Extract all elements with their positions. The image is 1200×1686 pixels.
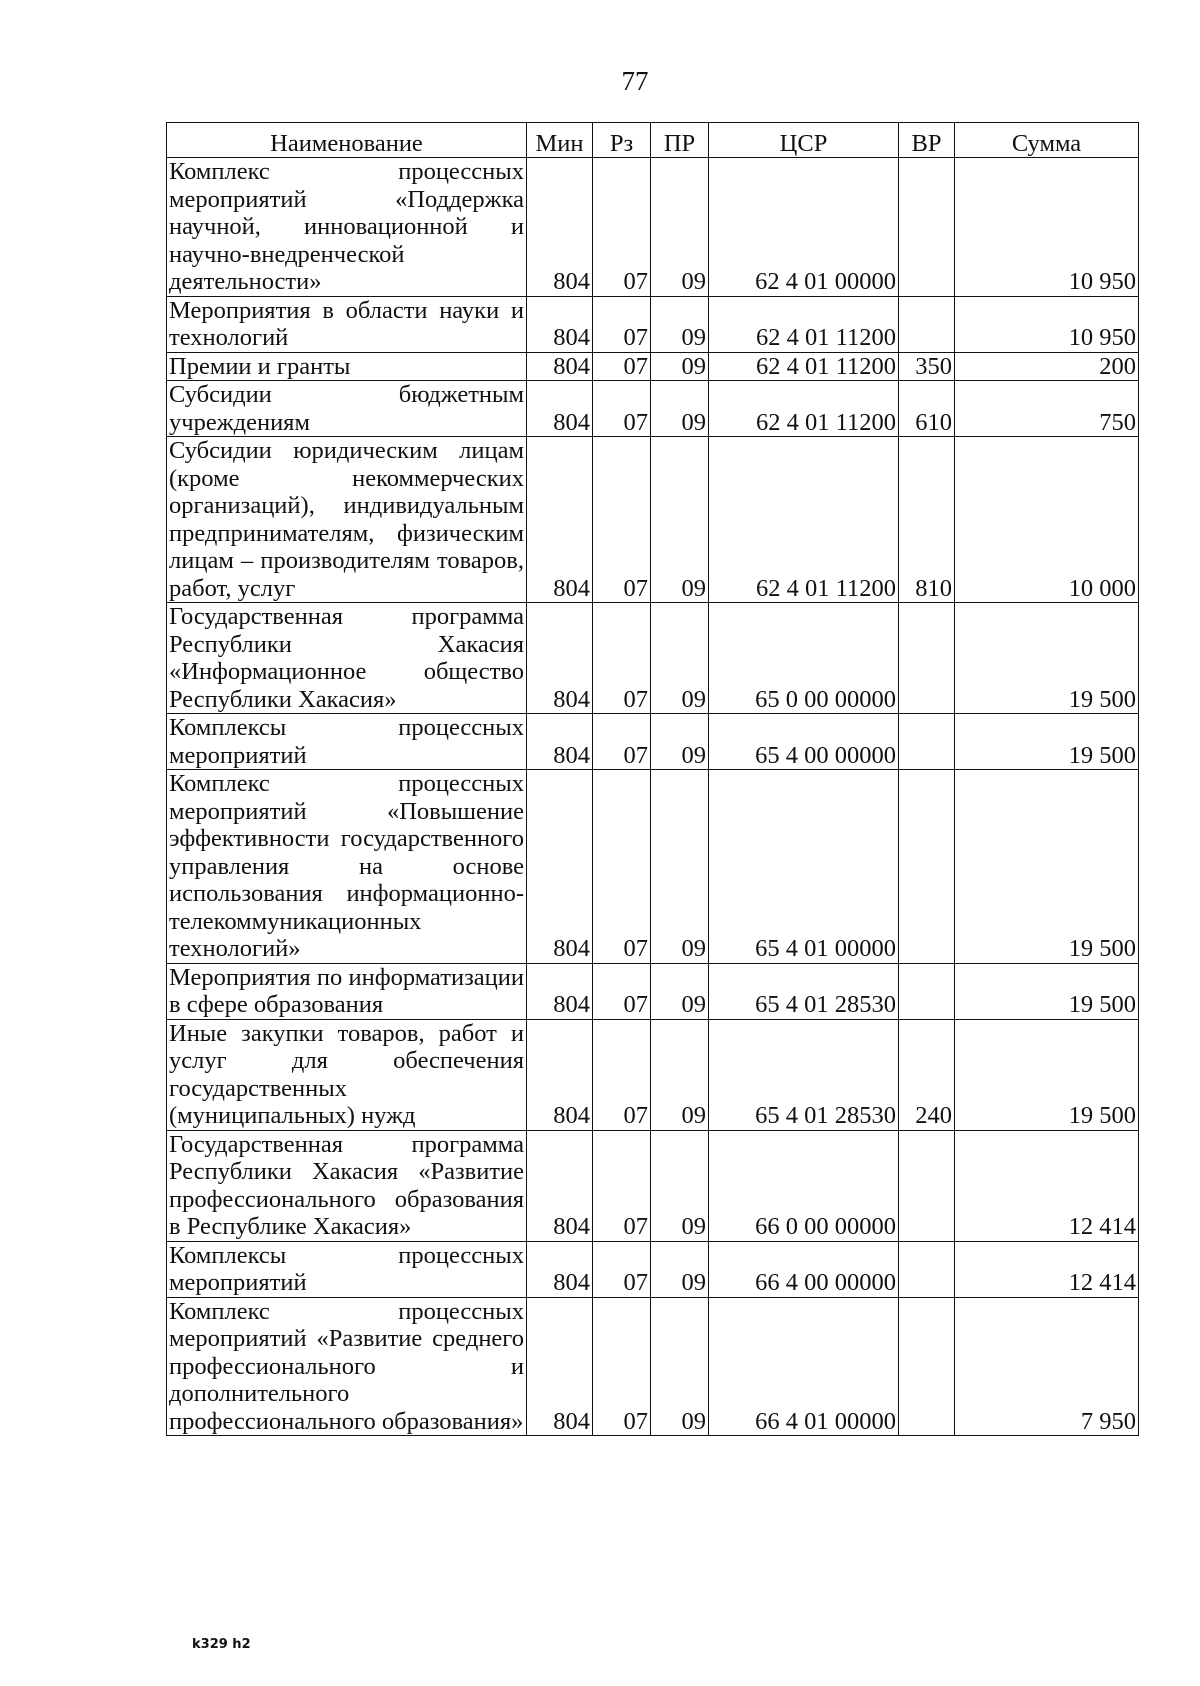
cell-vr — [899, 603, 955, 714]
cell-vr: 810 — [899, 437, 955, 603]
cell-min: 804 — [527, 381, 593, 437]
cell-name: Комплекс процессных мероприятий «Развитие среднего профессионального и дополнительного профессионального образования» — [167, 1297, 527, 1436]
cell-pr: 09 — [651, 158, 709, 297]
cell-csr: 62 4 01 11200 — [709, 437, 899, 603]
budget-table — [166, 122, 1139, 1436]
cell-pr: 09 — [651, 437, 709, 603]
cell-rz: 07 — [593, 1241, 651, 1297]
col-header-pr: ПР — [651, 123, 709, 158]
cell-vr — [899, 1241, 955, 1297]
table-row — [167, 963, 1139, 1019]
cell-vr — [899, 714, 955, 770]
cell-name: Комплексы процессных мероприятий — [167, 1241, 527, 1297]
cell-pr: 09 — [651, 1019, 709, 1130]
col-header-csr: ЦСР — [709, 123, 899, 158]
cell-csr: 65 4 00 00000 — [709, 714, 899, 770]
cell-rz: 07 — [593, 1019, 651, 1130]
cell-min: 804 — [527, 1130, 593, 1241]
table-row — [167, 158, 1139, 297]
col-header-min: Мин — [527, 123, 593, 158]
cell-csr: 66 4 01 00000 — [709, 1297, 899, 1436]
cell-csr: 65 0 00 00000 — [709, 603, 899, 714]
footer-code: k329 h2 — [192, 1637, 251, 1652]
cell-pr: 09 — [651, 381, 709, 437]
cell-name: Мероприятия по информатизации в сфере образования — [167, 963, 527, 1019]
cell-sum: 10 950 — [955, 158, 1139, 297]
cell-pr: 09 — [651, 770, 709, 964]
cell-pr: 09 — [651, 1297, 709, 1436]
cell-name: Субсидии бюджетным учреждениям — [167, 381, 527, 437]
cell-min: 804 — [527, 437, 593, 603]
cell-min: 804 — [527, 714, 593, 770]
cell-sum: 19 500 — [955, 1019, 1139, 1130]
cell-sum: 19 500 — [955, 963, 1139, 1019]
cell-vr: 240 — [899, 1019, 955, 1130]
table-row — [167, 1130, 1139, 1241]
cell-rz: 07 — [593, 770, 651, 964]
cell-sum: 12 414 — [955, 1241, 1139, 1297]
col-header-name: Наименование — [167, 123, 527, 158]
cell-min: 804 — [527, 352, 593, 381]
table-header-row — [167, 123, 1139, 158]
table-row — [167, 381, 1139, 437]
col-header-vr: ВР — [899, 123, 955, 158]
table-row — [167, 437, 1139, 603]
cell-csr: 65 4 01 00000 — [709, 770, 899, 964]
cell-name: Комплекс процессных мероприятий «Поддержка научной, инновационной и научно-внедренческой деятельности» — [167, 158, 527, 297]
cell-name: Комплексы процессных мероприятий — [167, 714, 527, 770]
cell-csr: 65 4 01 28530 — [709, 1019, 899, 1130]
cell-rz: 07 — [593, 963, 651, 1019]
table-row — [167, 352, 1139, 381]
page-number: 77 — [621, 66, 649, 96]
cell-min: 804 — [527, 770, 593, 964]
cell-name: Мероприятия в области науки и технологий — [167, 296, 527, 352]
cell-name: Комплекс процессных мероприятий «Повышение эффективности государственного управления на основе использования информационно-телекоммуникационных технологий» — [167, 770, 527, 964]
table-row — [167, 603, 1139, 714]
cell-sum: 10 950 — [955, 296, 1139, 352]
cell-min: 804 — [527, 1019, 593, 1130]
cell-csr: 62 4 01 11200 — [709, 381, 899, 437]
cell-sum: 750 — [955, 381, 1139, 437]
cell-rz: 07 — [593, 603, 651, 714]
cell-vr — [899, 158, 955, 297]
cell-pr: 09 — [651, 352, 709, 381]
cell-rz: 07 — [593, 1297, 651, 1436]
cell-name: Государственная программа Республики Хакасия «Информационное общество Республики Хакасия» — [167, 603, 527, 714]
cell-min: 804 — [527, 296, 593, 352]
cell-vr: 350 — [899, 352, 955, 381]
cell-pr: 09 — [651, 603, 709, 714]
cell-vr: 610 — [899, 381, 955, 437]
cell-csr: 62 4 01 11200 — [709, 352, 899, 381]
cell-sum: 19 500 — [955, 603, 1139, 714]
col-header-sum: Сумма — [955, 123, 1139, 158]
table-body — [167, 158, 1139, 1436]
cell-csr: 62 4 01 00000 — [709, 158, 899, 297]
cell-sum: 200 — [955, 352, 1139, 381]
table-row — [167, 770, 1139, 964]
cell-min: 804 — [527, 603, 593, 714]
table-row — [167, 714, 1139, 770]
col-header-rz: Рз — [593, 123, 651, 158]
cell-name: Субсидии юридическим лицам (кроме некоммерческих организаций), индивидуальным предпринимателям, физическим лицам – производителям товаров, работ, услуг — [167, 437, 527, 603]
cell-pr: 09 — [651, 296, 709, 352]
cell-rz: 07 — [593, 296, 651, 352]
cell-sum: 19 500 — [955, 770, 1139, 964]
cell-vr — [899, 1130, 955, 1241]
cell-rz: 07 — [593, 437, 651, 603]
cell-name: Премии и гранты — [167, 352, 527, 381]
cell-pr: 09 — [651, 963, 709, 1019]
cell-sum: 7 950 — [955, 1297, 1139, 1436]
table-row — [167, 1019, 1139, 1130]
cell-pr: 09 — [651, 1130, 709, 1241]
cell-sum: 19 500 — [955, 714, 1139, 770]
cell-rz: 07 — [593, 352, 651, 381]
cell-vr — [899, 770, 955, 964]
cell-csr: 66 0 00 00000 — [709, 1130, 899, 1241]
cell-rz: 07 — [593, 714, 651, 770]
cell-sum: 10 000 — [955, 437, 1139, 603]
cell-min: 804 — [527, 1297, 593, 1436]
cell-rz: 07 — [593, 158, 651, 297]
cell-min: 804 — [527, 158, 593, 297]
table-row — [167, 1241, 1139, 1297]
cell-min: 804 — [527, 1241, 593, 1297]
cell-vr — [899, 296, 955, 352]
cell-csr: 66 4 00 00000 — [709, 1241, 899, 1297]
cell-name: Государственная программа Республики Хакасия «Развитие профессионального образования в Республике Хакасия» — [167, 1130, 527, 1241]
table-row — [167, 1297, 1139, 1436]
cell-csr: 62 4 01 11200 — [709, 296, 899, 352]
cell-sum: 12 414 — [955, 1130, 1139, 1241]
cell-name: Иные закупки товаров, работ и услуг для обеспечения государственных (муниципальных) нужд — [167, 1019, 527, 1130]
cell-csr: 65 4 01 28530 — [709, 963, 899, 1019]
cell-vr — [899, 1297, 955, 1436]
cell-vr — [899, 963, 955, 1019]
cell-min: 804 — [527, 963, 593, 1019]
cell-pr: 09 — [651, 1241, 709, 1297]
cell-rz: 07 — [593, 381, 651, 437]
cell-rz: 07 — [593, 1130, 651, 1241]
cell-pr: 09 — [651, 714, 709, 770]
table-row — [167, 296, 1139, 352]
